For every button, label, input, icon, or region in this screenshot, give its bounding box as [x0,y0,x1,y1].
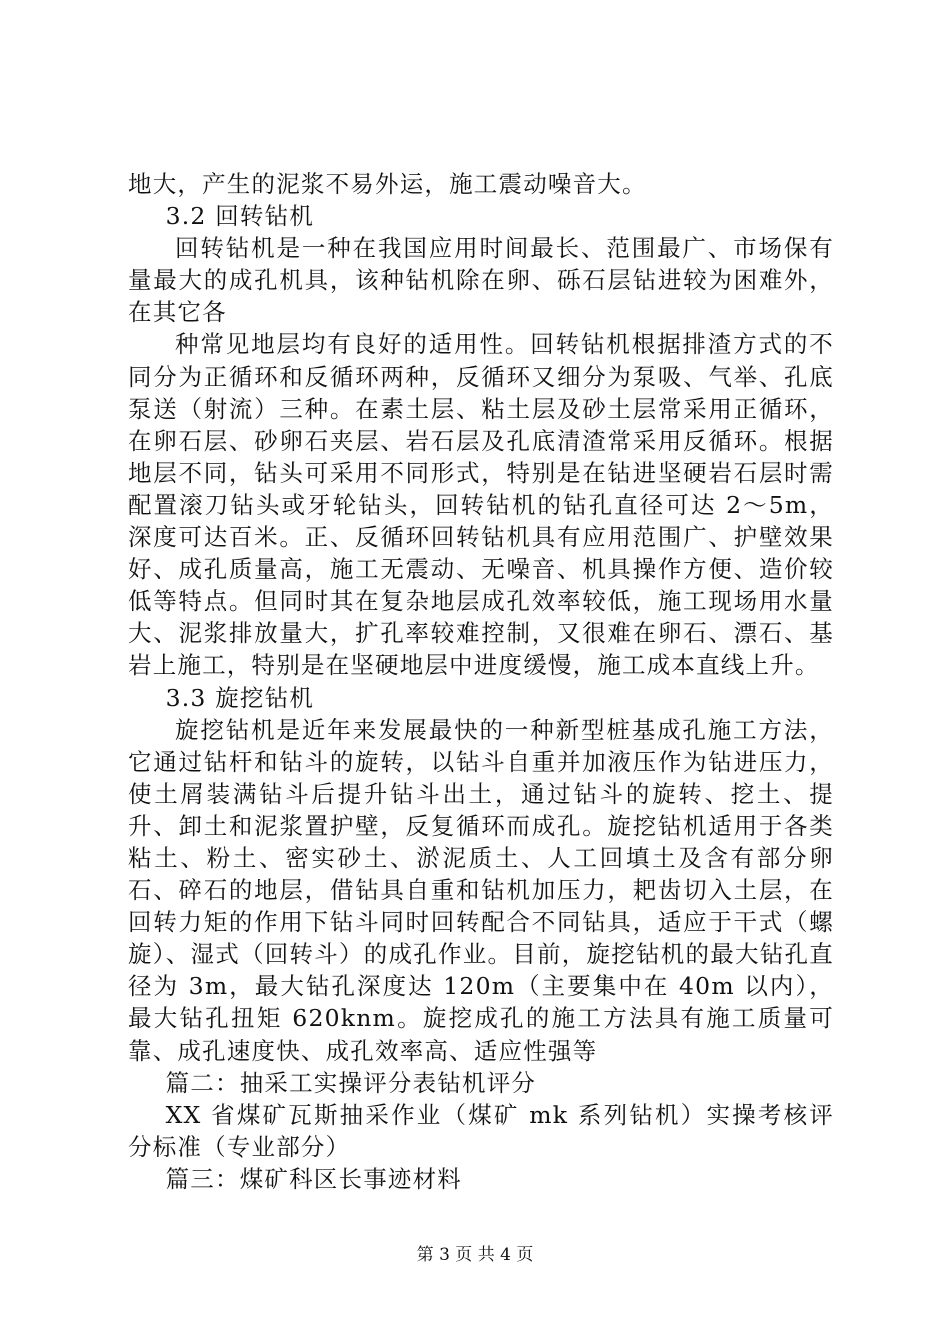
page-number-footer: 第 3 页 共 4 页 [416,1245,534,1265]
section-heading-3-3: 3.3 旋挖钻机 [165,683,315,712]
paragraph-standard-title: XX 省煤矿瓦斯抽采作业（煤矿 mk 系列钻机）实操考核评分标准（专业部分） [128,1100,834,1161]
document-body [128,168,834,1195]
chapter-heading-2: 篇二：抽采工实操评分表钻机评分 [165,1068,537,1097]
section-heading-3-2: 3.2 回转钻机 [165,202,315,231]
paragraph-continuation: 地大，产生的泥浆不易外运，施工震动噪音大。 [128,170,647,198]
paragraph-rotary-intro: 回转钻机是一种在我国应用时间最长、范围最广、市场保有量最大的成孔机具，该种钻机除在卵、砾石层钻进较为困难外，在其它各 [128,234,834,327]
paragraph-rotary-excavator: 旋挖钻机是近年来发展最快的一种新型桩基成孔施工方法，它通过钻杆和钻斗的旋转，以钻斗自重并加液压作为钻进压力，使土屑装满钻斗后提升钻斗出土，通过钻斗的旋转、挖土、提升、卸土和泥浆置护壁，反复循环而成孔。旋挖钻机适用于各类粘土、粉土、密实砂土、淤泥质土、人工回填土及含有部分卵石、碎石的地层，借钻具自重和钻机加压力，耙齿切入土层，在回转力矩的作用下钻斗同时回转配合不同钻具，适应于干式（螺旋）、湿式（回转斗）的成孔作业。目前，旋挖钻机的最大钻孔直径为 3m，最大钻孔深度达 120m（主要集中在 40m 以内），最大钻孔扭矩 620knm。旋挖成孔的施工方法具有施工质量可靠、成孔速度快、成孔效率高、适应性强等 [128,715,834,1065]
paragraph-rotary-detail: 种常见地层均有良好的适用性。回转钻机根据排渣方式的不同分为正循环和反循环两种，反循环又细分为泵吸、气举、孔底泵送（射流）三种。在素土层、粘土层及砂土层常采用正循环，在卵石层、砂卵石夹层、岩石层及孔底清渣常采用反循环。根据地层不同，钻头可采用不同形式，特别是在钻进坚硬岩石层时需配置滚刀钻头或牙轮钻头，回转钻机的钻孔直径可达 2～5m，深度可达百米。正、反循环回转钻机具有应用范围广、护壁效果好、成孔质量高，施工无震动、无噪音、机具操作方便、造价较低等特点。但同时其在复杂地层成孔效率较低，施工现场用水量大、泥浆排放量大，扩孔率较难控制，又很难在卵石、漂石、基岩上施工，特别是在坚硬地层中进度缓慢，施工成本直线上升。 [128,330,834,680]
chapter-heading-3: 篇三：煤矿科区长事迹材料 [165,1164,462,1193]
